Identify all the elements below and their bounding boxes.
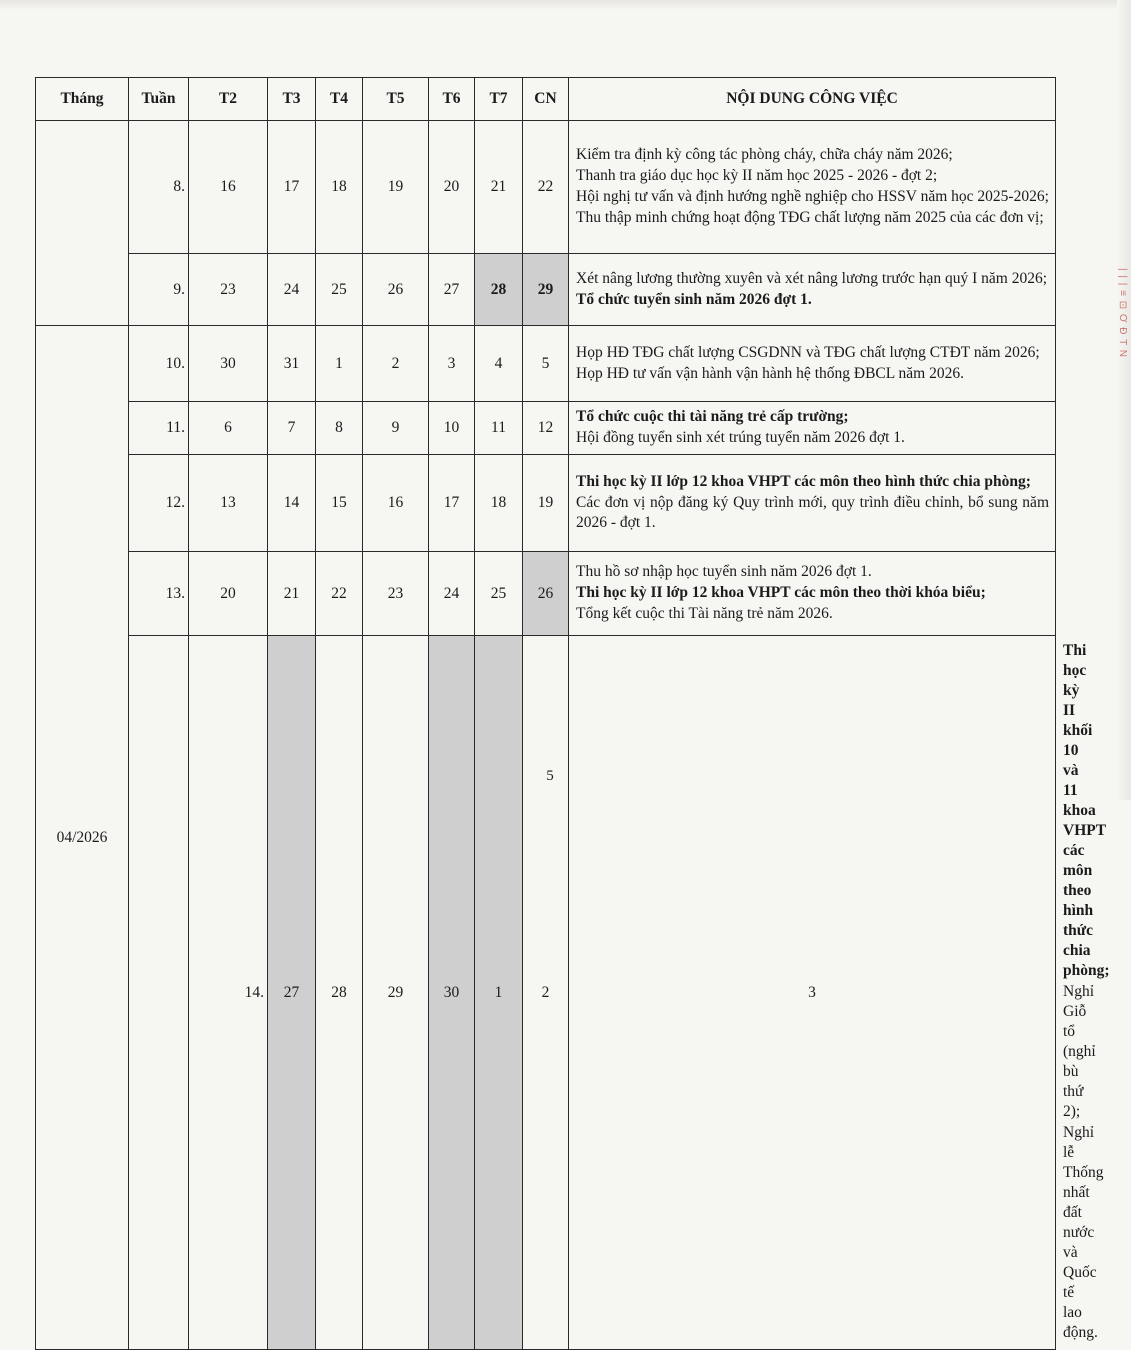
header-day-t3: T3 <box>268 78 316 121</box>
task-content <box>569 402 1056 455</box>
month-cell-blank <box>129 636 189 1350</box>
day-cell: 24 <box>429 552 475 636</box>
day-cell: 16 <box>363 455 429 552</box>
week-number: 14. <box>189 636 268 1350</box>
red-stamp-mark: | | | ≡ ⊡ Ơ Đ T N <box>1117 268 1128 358</box>
task-item: Họp HĐ TĐG chất lượng CSGDNN và TĐG chất lượng CTĐT năm 2026; <box>576 343 1040 361</box>
table-row-week-8 <box>36 121 1056 254</box>
day-cell: 20 <box>429 121 475 254</box>
task-item: Thanh tra giáo dục học kỳ II năm học 2025 - 2026 - đợt 2; <box>576 167 938 184</box>
task-item-bold: Tổ chức cuộc thi tài năng trẻ cấp trường; <box>576 408 849 425</box>
day-cell: 31 <box>268 326 316 402</box>
header-row <box>36 78 1056 121</box>
day-cell: 23 <box>189 254 268 326</box>
day-cell: 17 <box>268 121 316 254</box>
header-day-t6: T6 <box>429 78 475 121</box>
table-row-week-11 <box>36 402 1056 455</box>
day-cell: 12 <box>523 402 569 455</box>
task-item: Kiểm tra định kỳ công tác phòng cháy, chữa cháy năm 2026; <box>576 146 953 163</box>
task-item: Xét nâng lương thường xuyên và xét nâng lương trước hạn quý I năm 2026; <box>576 269 1048 287</box>
day-cell: 25 <box>316 254 363 326</box>
task-item-bold: Tổ chức tuyển sinh năm 2026 đợt 1. <box>576 290 812 308</box>
day-cell: 18 <box>316 121 363 254</box>
table-row-week-10 <box>36 326 1056 402</box>
header-month: Tháng <box>36 78 129 121</box>
table-row-week-14: 14. 27 28 29 30 1 2 3 Thi học kỳ II khối 10 và 11 khoa VHPT các môn theo hình thức chia phòng; Nghỉ Giỗ tổ (nghỉ bù thứ 2); Nghỉ lễ Thống nhất đất nước và Quốc tế lao động. <box>36 636 1056 1350</box>
header-content: NỘI DUNG CÔNG VIỆC <box>569 78 1056 121</box>
week-number: 9. <box>129 254 189 326</box>
header-day-t4: T4 <box>316 78 363 121</box>
day-cell: 13 <box>189 455 268 552</box>
task-content <box>569 455 1056 552</box>
day-cell: 26 <box>363 254 429 326</box>
header-day-cn: CN <box>523 78 569 121</box>
task-content <box>569 254 1056 326</box>
header-week: Tuần <box>129 78 189 121</box>
task-item: Hội nghị tư vấn và định hướng nghề nghiệp cho HSSV năm học 2025-2026; <box>576 188 1049 205</box>
day-cell: 21 <box>268 552 316 636</box>
task-item: Thu thập minh chứng hoạt động TĐG chất lượng năm 2025 của các đơn vị; <box>576 209 1044 226</box>
table-row-week-9 <box>36 254 1056 326</box>
schedule-table <box>35 77 1110 1350</box>
header-day-t5: T5 <box>363 78 429 121</box>
day-cell: 25 <box>475 552 523 636</box>
month-cell-blank <box>36 121 129 326</box>
day-cell: 22 <box>523 121 569 254</box>
day-cell: 29 <box>363 636 429 1350</box>
day-cell: 14 <box>268 455 316 552</box>
task-item-bold: Thi học kỳ II lớp 12 khoa VHPT các môn theo thời khóa biểu; <box>576 584 986 601</box>
day-cell: 8 <box>316 402 363 455</box>
table-row-week-12 <box>36 455 1056 552</box>
day-cell: 6 <box>189 402 268 455</box>
task-item: Thu hồ sơ nhập học tuyển sinh năm 2026 đợt 1. <box>576 563 872 580</box>
day-cell-highlighted: 1 <box>475 636 523 1350</box>
task-item: Tổng kết cuộc thi Tài năng trẻ năm 2026. <box>576 605 833 622</box>
day-cell: 2 <box>523 636 569 1350</box>
day-cell: 23 <box>363 552 429 636</box>
day-cell: 20 <box>189 552 268 636</box>
task-item-bold: Thi học kỳ II lớp 12 khoa VHPT các môn theo hình thức chia phòng; <box>576 473 1031 490</box>
page-number: 5 <box>546 768 554 784</box>
task-item: Họp HĐ tư vấn vận hành vận hành hệ thống ĐBCL năm 2026. <box>576 364 964 382</box>
day-cell-highlighted: 26 <box>523 552 569 636</box>
scan-edge-top <box>0 0 1131 10</box>
scan-edge-right <box>1117 0 1131 800</box>
day-cell: 30 <box>189 326 268 402</box>
day-cell-highlighted: 29 <box>523 254 569 326</box>
task-content <box>569 552 1056 636</box>
day-cell: 1 <box>316 326 363 402</box>
day-cell: 9 <box>363 402 429 455</box>
day-cell: 10 <box>429 402 475 455</box>
task-content <box>569 121 1056 254</box>
day-cell: 19 <box>523 455 569 552</box>
day-cell: 11 <box>475 402 523 455</box>
week-number: 8. <box>129 121 189 254</box>
day-cell: 7 <box>268 402 316 455</box>
day-cell: 24 <box>268 254 316 326</box>
day-cell: 16 <box>189 121 268 254</box>
day-cell: 22 <box>316 552 363 636</box>
day-cell-highlighted: 30 <box>429 636 475 1350</box>
week-number: 11. <box>129 402 189 455</box>
header-day-t2: T2 <box>189 78 268 121</box>
day-cell: 4 <box>475 326 523 402</box>
table-row-week-13 <box>36 552 1056 636</box>
day-cell: 17 <box>429 455 475 552</box>
day-cell-highlighted: 28 <box>475 254 523 326</box>
week-number: 12. <box>129 455 189 552</box>
week-number: 13. <box>129 552 189 636</box>
day-cell: 3 <box>569 636 1056 1350</box>
day-cell: 21 <box>475 121 523 254</box>
day-cell: 2 <box>363 326 429 402</box>
task-item: Các đơn vị nộp đăng ký Quy trình mới, quy trình điều chỉnh, bổ sung năm 2026 - đợt 1. <box>576 494 1049 531</box>
day-cell: 28 <box>316 636 363 1350</box>
day-cell: 15 <box>316 455 363 552</box>
day-cell: 3 <box>429 326 475 402</box>
day-cell-highlighted: 27 <box>268 636 316 1350</box>
week-number: 10. <box>129 326 189 402</box>
task-content <box>569 326 1056 402</box>
task-item: Hội đồng tuyển sinh xét trúng tuyển năm 2026 đợt 1. <box>576 429 905 446</box>
day-cell: 27 <box>429 254 475 326</box>
day-cell: 18 <box>475 455 523 552</box>
day-cell: 19 <box>363 121 429 254</box>
day-cell: 5 <box>523 326 569 402</box>
header-day-t7: T7 <box>475 78 523 121</box>
month-cell: 04/2026 <box>36 326 129 1350</box>
